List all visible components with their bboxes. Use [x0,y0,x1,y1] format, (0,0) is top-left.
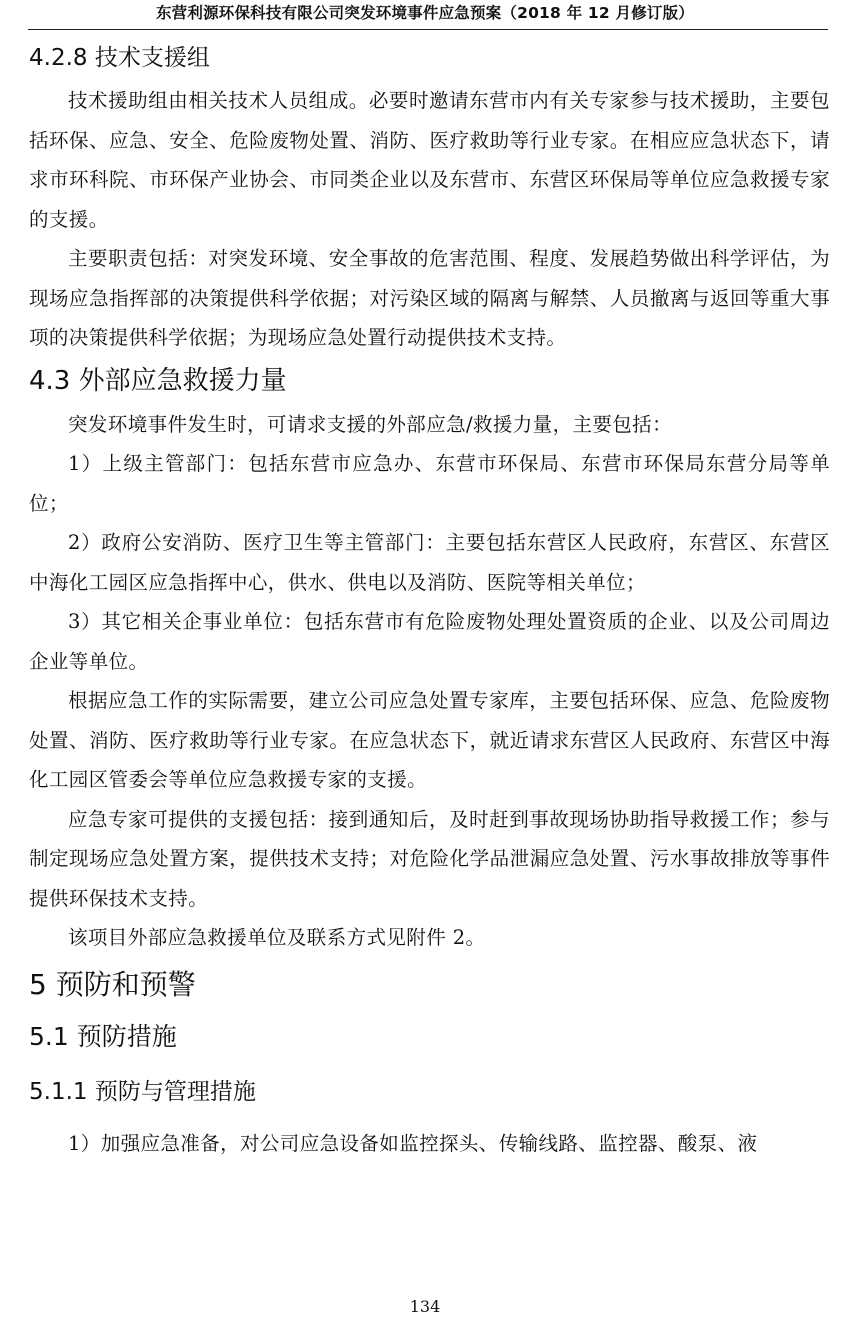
list-item: 1）加强应急准备，对公司应急设备如监控探头、传输线路、监控器、酸泵、液 [68,1131,758,1155]
paragraph: 技术援助组由相关技术人员组成。必要时邀请东营市内有关专家参与技术援助，主要包括环保、应急、安全、危险废物处置、消防、医疗救助等行业专家。在相应应急状态下，请求市环科院、市环保产业协会、市同类企业以及东营市、东营区环保局等单位应急救援专家的支援。 [29,89,830,231]
list-item: 2）政府公安消防、医疗卫生等主管部门：主要包括东营区人民政府，东营区、东营区中海化工园区应急指挥中心，供水、供电以及消防、医院等相关单位； [29,531,830,594]
paragraph: 该项目外部应急救援单位及联系方式见附件 2。 [68,926,486,949]
paragraph: 突发环境事件发生时，可请求支援的外部应急/救援力量，主要包括： [68,412,672,436]
page-content [29,38,830,1163]
heading-4-3: 4.3 外部应急救援力量 [29,365,287,396]
heading-5-1: 5.1 预防措施 [29,1021,177,1051]
paragraph: 根据应急工作的实际需要，建立公司应急处置专家库，主要包括环保、应急、危险废物处置、消防、医疗救助等行业专家。在应急状态下，就近请求东营区人民政府、东营区中海化工园区管委会等单位应急救援专家的支援。 [29,689,830,791]
list-item: 1）上级主管部门：包括东营市应急办、东营市环保局、东营市环保局东营分局等单位； [29,452,830,515]
heading-5-1-1: 5.1.1 预防与管理措施 [29,1078,256,1105]
paragraph: 主要职责包括：对突发环境、安全事故的危害范围、程度、发展趋势做出科学评估，为现场应急指挥部的决策提供科学依据；对污染区域的隔离与解禁、人员撤离与返回等重大事项的决策提供科学依据；为现场应急处置行动提供技术支持。 [29,247,830,349]
heading-5: 5 预防和预警 [29,967,196,1001]
page-number: 134 [409,1297,441,1316]
heading-4-2-8: 4.2.8 技术支援组 [29,45,210,71]
paragraph: 应急专家可提供的支援包括：接到通知后，及时赶到事故现场协助指导救援工作；参与制定现场应急处置方案，提供技术支持；对危险化学品泄漏应急处置、污水事故排放等事件提供环保技术支持。 [29,807,830,910]
header-rule [28,29,828,30]
running-header: 东营利源环保科技有限公司突发环境事件应急预案（2018 年 12 月修订版） [155,4,694,22]
list-item: 3）其它相关企事业单位：包括东营市有危险废物处理处置资质的企业、以及公司周边企业等单位。 [29,610,830,673]
